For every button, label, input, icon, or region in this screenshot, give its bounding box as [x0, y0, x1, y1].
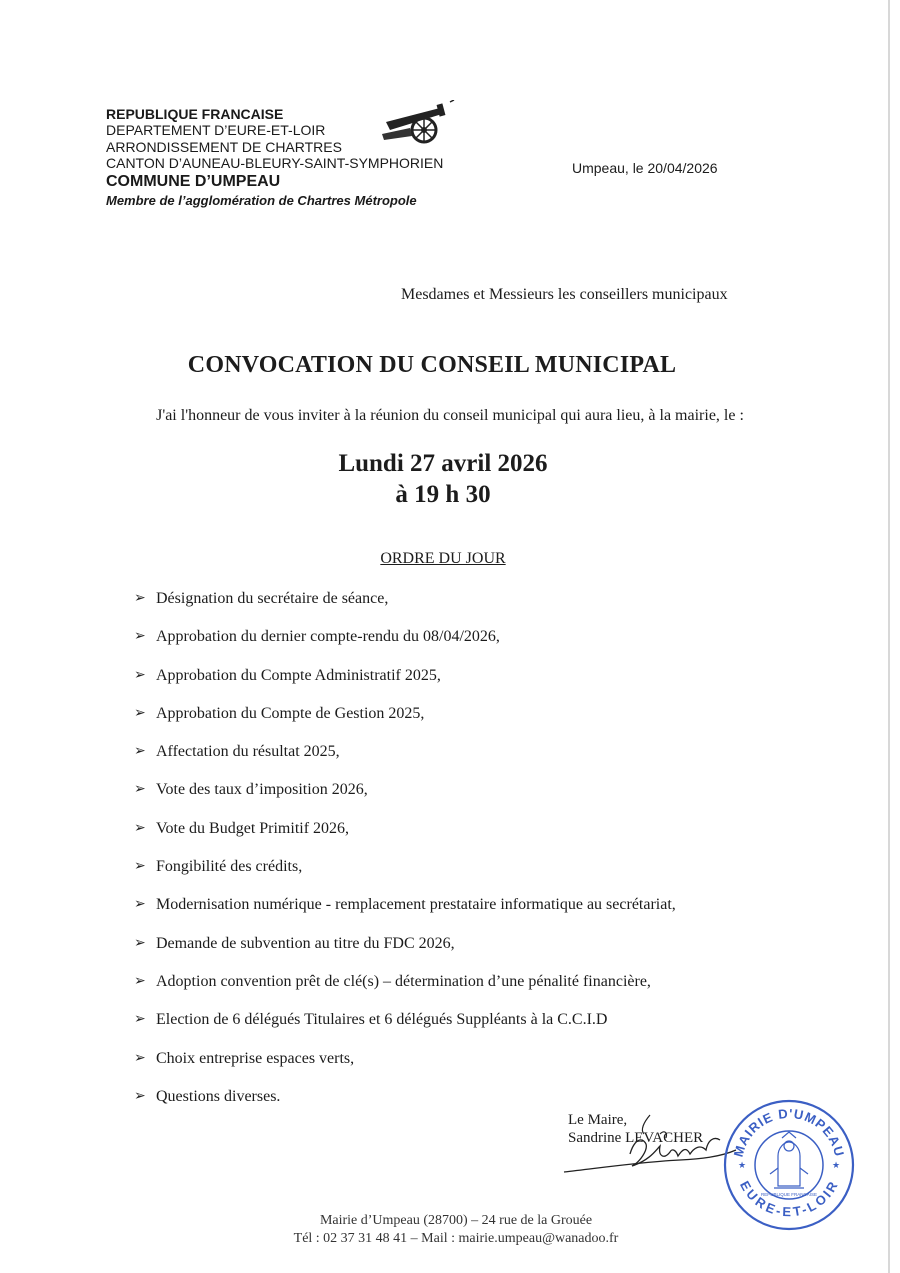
agenda-item: ➢ Demande de subvention au titre du FDC 2026,	[134, 934, 455, 952]
addressee: Mesdames et Messieurs les conseillers municipaux	[401, 286, 728, 303]
agenda-item: ➢ Adoption convention prêt de clé(s) – détermination d’une pénalité financière,	[134, 972, 651, 990]
signatory-name: Sandrine LEVACHER	[568, 1130, 704, 1146]
agenda-item: ➢ Vote du Budget Primitif 2026,	[134, 819, 350, 837]
arrow-bullet-icon: ➢	[134, 1087, 146, 1104]
svg-text:★: ★	[738, 1161, 747, 1171]
handwritten-signature	[560, 1110, 740, 1190]
arrow-bullet-icon: ➢	[134, 590, 146, 606]
agenda-item: ➢ Fongibilité des crédits,	[134, 858, 303, 876]
stamp-inner-text: REPUBLIQUE FRANCAISE	[760, 1192, 818, 1197]
footer-contact: Tél : 02 37 31 48 41 – Mail : mairie.umpeau@wanadoo.fr	[293, 1231, 619, 1246]
canton-label: CANTON D’AUNEAU-BLEURY-SAINT-SYMPHORIEN	[106, 155, 444, 172]
page-edge-line	[888, 0, 890, 1273]
svg-text:★: ★	[832, 1161, 841, 1171]
arrow-bullet-icon: ➢	[134, 1049, 146, 1066]
invitation-text: J'ai l'honneur de vous inviter à la réunion du conseil municipal qui aura lieu, à la mairie, le :	[156, 407, 744, 424]
arrow-bullet-icon: ➢	[134, 1011, 146, 1028]
arrow-bullet-icon: ➢	[134, 743, 146, 760]
agenda-item: ➢ Vote des taux d’imposition 2026,	[134, 781, 368, 799]
arrow-bullet-icon: ➢	[134, 666, 146, 683]
agenda-item: ➢ Modernisation numérique - remplacement prestataire informatique au secrétariat,	[134, 896, 676, 914]
agenda-item: ➢ Affectation du résultat 2025,	[134, 743, 340, 761]
cannon-logo-icon	[380, 100, 456, 148]
agenda-item: ➢ Approbation du Compte de Gestion 2025,	[134, 704, 425, 722]
footer	[0, 1212, 900, 1248]
letter-date: Umpeau, le 20/04/2026	[572, 160, 718, 176]
stamp-bottom-text: EURE-ET-LOIR	[736, 1178, 841, 1220]
arrow-bullet-icon: ➢	[134, 896, 146, 913]
department-label: DEPARTEMENT D’EURE-ET-LOIR	[106, 122, 326, 139]
document-title: CONVOCATION DU CONSEIL MUNICIPAL	[187, 352, 677, 378]
meeting-day: Lundi 27 avril 2026	[338, 450, 548, 477]
arrondissement-label: ARRONDISSEMENT DE CHARTRES	[106, 138, 342, 155]
agenda-item: ➢ Choix entreprise espaces verts,	[134, 1049, 355, 1067]
republic-label: REPUBLIQUE FRANCAISE	[106, 106, 284, 122]
arrow-bullet-icon: ➢	[134, 819, 146, 836]
stamp-top-text: MAIRIE D'UMPEAU	[730, 1105, 848, 1159]
footer-address: Mairie d’Umpeau (28700) – 24 rue de la Grouée	[319, 1213, 593, 1228]
agenda-item: ➢ Questions diverses.	[134, 1087, 281, 1105]
signatory-role: Le Maire,	[568, 1112, 628, 1128]
meeting-time: à 19 h 30	[395, 481, 491, 508]
arrow-bullet-icon: ➢	[134, 628, 146, 645]
commune-label: COMMUNE D’UMPEAU	[106, 172, 281, 190]
arrow-bullet-icon: ➢	[134, 934, 146, 951]
agenda-list	[134, 590, 676, 1126]
agenda-title: ORDRE DU JOUR	[380, 550, 506, 567]
arrow-bullet-icon: ➢	[134, 972, 146, 989]
agenda-item: ➢ Approbation du dernier compte-rendu du 08/04/2026,	[134, 628, 500, 646]
agenda-item: ➢ Approbation du Compte Administratif 2025,	[134, 666, 441, 684]
agglomeration-label: Membre de l’agglomération de Chartres Métropole	[106, 192, 417, 208]
agenda-item: ➢ Désignation du secrétaire de séance,	[134, 590, 389, 607]
meeting-datetime	[0, 448, 886, 510]
arrow-bullet-icon: ➢	[134, 704, 146, 721]
agenda-item: ➢ Election de 6 délégués Titulaires et 6 délégués Suppléants à la C.C.I.D	[134, 1011, 608, 1029]
arrow-bullet-icon: ➢	[134, 858, 146, 875]
arrow-bullet-icon: ➢	[134, 781, 146, 798]
